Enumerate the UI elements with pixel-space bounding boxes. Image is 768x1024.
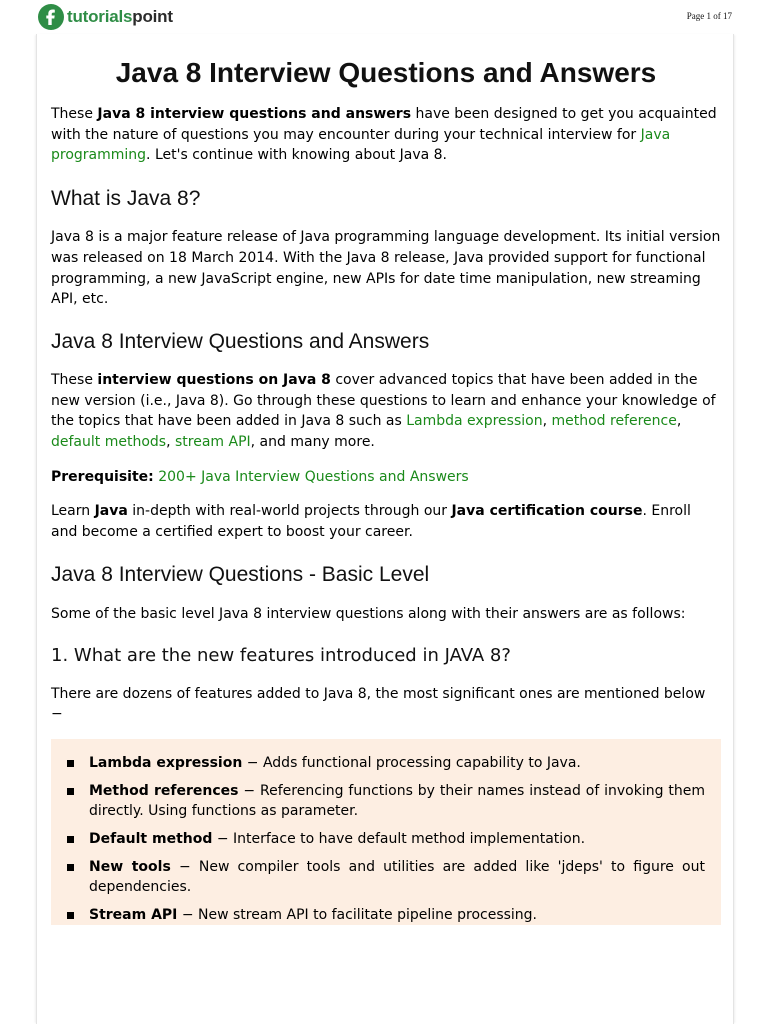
what-is-java8-paragraph: Java 8 is a major feature release of Java programming language development. Its initial version was released on 18 March 2014. With the Java 8 release, Java provided support for functional programming, a new JavaScript engine, new APIs for date time manipulation, new streaming API, etc. xyxy=(51,229,721,308)
list-item: Default method − Interface to have default method implementation. xyxy=(67,829,705,850)
what-is-java8-heading: What is Java 8? xyxy=(51,187,201,211)
interview-qa-paragraph: These interview questions on Java 8 cover advanced topics that have been added in the new version (i.e., Java 8). Go through these questions to learn and enhance your knowledge of the topics that have been added in Java 8 such as Lambda expression, method reference, default methods, stream API, and many more. xyxy=(51,371,716,451)
basic-level-paragraph: Some of the basic level Java 8 interview questions along with their answers are as follows: xyxy=(51,605,686,622)
prerequisite-line xyxy=(51,467,721,488)
logo-text: tutorialspoint xyxy=(67,7,173,26)
document-page xyxy=(36,34,734,1024)
list-item: Lambda expression − Adds functional processing capability to Java. xyxy=(67,753,705,774)
prerequisite-label: Prerequisite: xyxy=(51,468,154,485)
list-item: Method references − Referencing functions by their names instead of invoking them directly. Using functions as parameter. xyxy=(67,781,705,822)
list-item: New tools − New compiler tools and utilities are added like 'jdeps' to figure out dependencies. xyxy=(67,857,705,898)
list-item: Stream API − New stream API to facilitate pipeline processing. xyxy=(67,905,705,926)
lambda-expression-link[interactable]: Lambda expression xyxy=(406,413,543,430)
question-1-heading: 1. What are the new features introduced in JAVA 8? xyxy=(51,644,511,666)
interview-qa-heading: Java 8 Interview Questions and Answers xyxy=(51,329,430,353)
learn-paragraph: Learn Java in-depth with real-world projects through our Java certification course. Enroll and become a certified expert to boost your career. xyxy=(51,503,691,541)
square-bullet-icon xyxy=(67,912,74,919)
features-list xyxy=(67,753,705,926)
java-programming-link[interactable]: Java programming xyxy=(51,126,671,164)
question-1-paragraph: There are dozens of features added to Java 8, the most significant ones are mentioned below − xyxy=(51,685,706,723)
default-methods-link[interactable]: default methods xyxy=(51,434,167,451)
square-bullet-icon xyxy=(67,836,74,843)
stream-api-link[interactable]: stream API xyxy=(174,434,251,451)
square-bullet-icon xyxy=(67,864,74,871)
java-interview-questions-link[interactable]: 200+ Java Interview Questions and Answers xyxy=(158,468,469,485)
article-content xyxy=(51,34,721,925)
method-reference-link[interactable]: method reference xyxy=(551,413,677,430)
page-indicator: Page 1 of 17 xyxy=(686,11,732,21)
square-bullet-icon xyxy=(67,760,74,767)
tutorialspoint-logo[interactable] xyxy=(38,3,173,31)
intro-paragraph: These Java 8 interview questions and answers have been designed to get you acquainted with the nature of questions you may encounter during your technical interview for Java programming. Let's continue with knowing about Java 8. xyxy=(51,106,717,164)
features-box xyxy=(51,739,721,925)
basic-level-heading: Java 8 Interview Questions - Basic Level xyxy=(51,562,430,586)
page-header xyxy=(0,0,768,34)
tutorialspoint-logo-icon xyxy=(38,4,64,30)
page-title: Java 8 Interview Questions and Answers xyxy=(115,57,657,88)
square-bullet-icon xyxy=(67,788,74,795)
